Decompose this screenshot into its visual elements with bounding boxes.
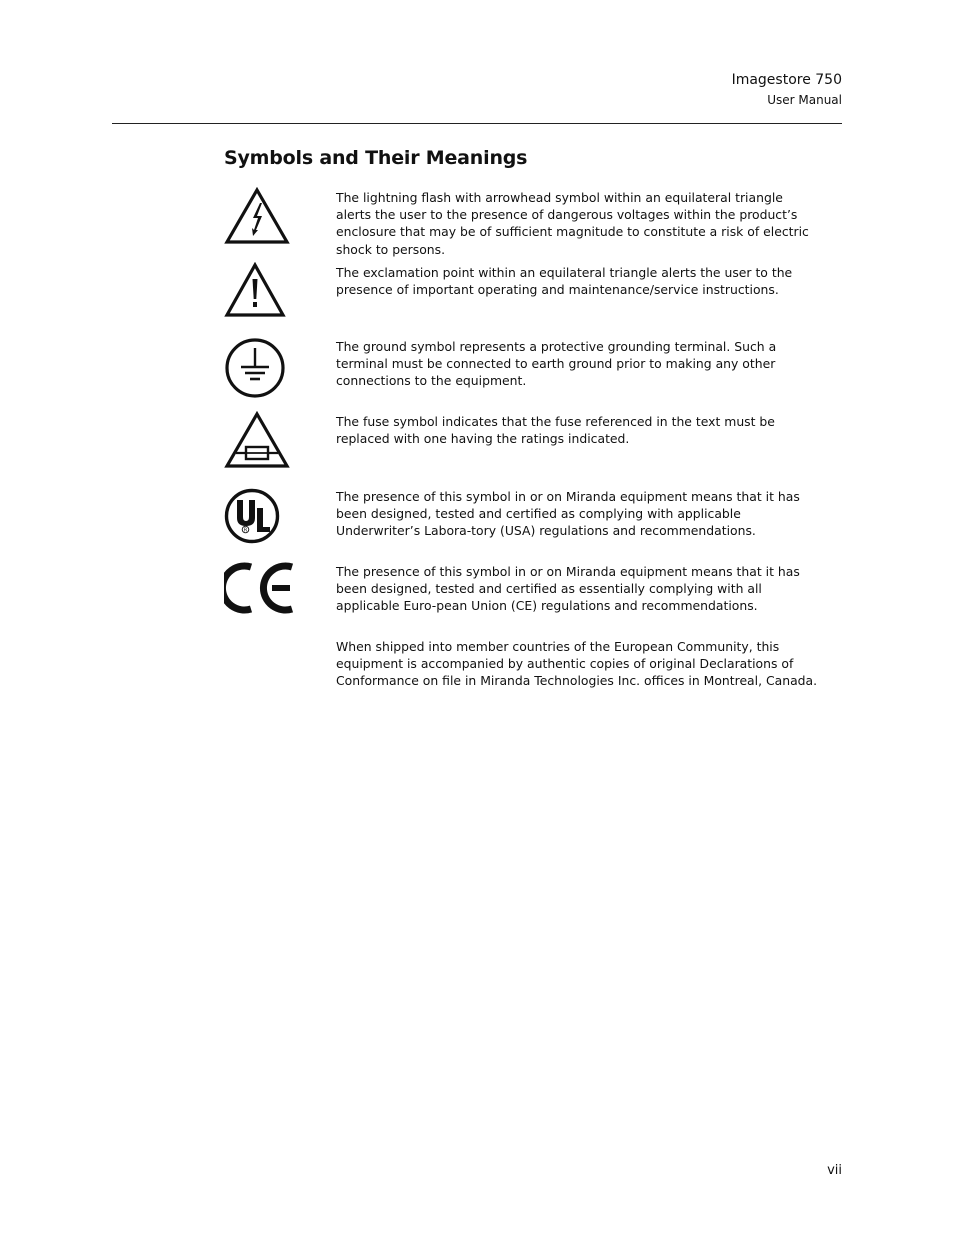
ce-mark-icon	[224, 562, 296, 614]
header-divider	[112, 123, 842, 124]
fuse-triangle-icon	[224, 411, 290, 469]
ground-icon	[224, 337, 286, 399]
exclamation-triangle-icon	[224, 262, 286, 318]
symbol-description: The lightning flash with arrowhead symbol within an equilateral triangle alerts the user to the presence of dangerous voltages within the product’s enclosure that may be of sufficient magnitude to constitute a risk of electric shock to persons.	[336, 190, 809, 257]
header-title: Imagestore 750	[731, 72, 842, 88]
symbol-description: The presence of this symbol in or on Miranda equipment means that it has been designed, tested and certified as complying with applicable Underwriter’s Labora-tory (USA) regulations and recommendations.	[336, 489, 800, 539]
page-number: vii	[827, 1163, 842, 1178]
symbol-description: The fuse symbol indicates that the fuse referenced in the text must be replaced with one having the ratings indicated.	[336, 414, 775, 447]
symbol-description: The ground symbol represents a protective grounding terminal. Such a terminal must be connected to earth ground prior to making any other connections to the equipment.	[336, 339, 777, 389]
symbol-description: The exclamation point within an equilateral triangle alerts the user to the presence of important operating and maintenance/service instructions.	[336, 265, 793, 298]
ul-mark-icon	[224, 487, 282, 545]
symbol-description: The presence of this symbol in or on Miranda equipment means that it has been designed, tested and certified as essentially complying with all applicable Euro-pean Union (CE) regulations and recommendations.	[336, 564, 800, 614]
header-subtitle: User Manual	[767, 93, 842, 107]
page-title: Symbols and Their Meanings	[224, 147, 528, 169]
svg-text:R: R	[243, 527, 248, 534]
lightning-triangle-icon	[224, 187, 290, 245]
closing-paragraph: When shipped into member countries of the European Community, this equipment is accompanied by authentic copies of original Declarations of Conformance on file in Miranda Technologies Inc. offices in Montreal, Canada.	[336, 639, 818, 689]
